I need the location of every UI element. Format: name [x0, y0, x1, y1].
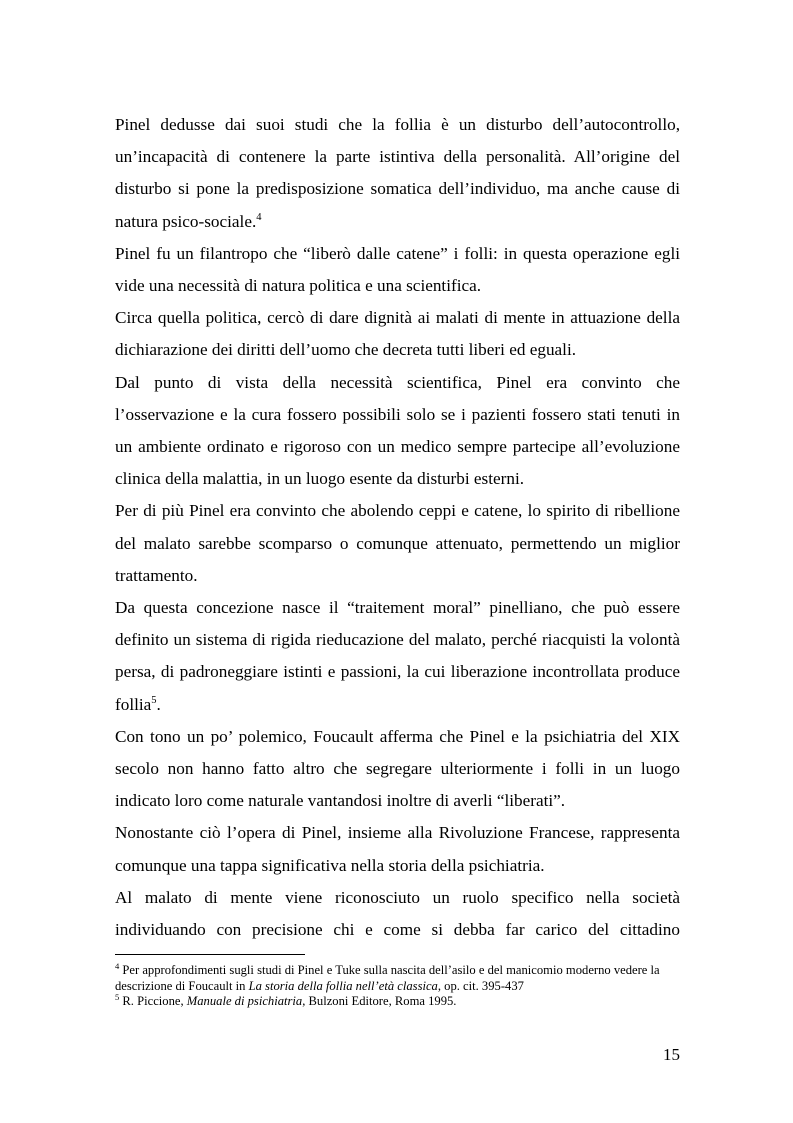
footnote — [115, 994, 683, 1010]
paragraph — [115, 109, 680, 238]
page-number: 15 — [663, 1045, 680, 1064]
paragraph: Pinel fu un filantropo che “liberò dalle catene” i folli: in questa operazione egli vide una necessità di natura politica e una scientifica. — [115, 243, 680, 296]
paragraph-text-end: . — [156, 694, 161, 714]
paragraph — [115, 592, 680, 721]
footnote-divider — [115, 954, 305, 955]
footnote-number: 5 — [115, 992, 120, 1002]
footnote — [115, 963, 683, 994]
footnote-text: , op. cit. 395-437 — [437, 978, 524, 993]
paragraph: Con tono un po’ polemico, Foucault afferma che Pinel e la psichiatria del XIX secolo non hanno fatto altro che segregare ulteriormente i folli in un luogo indicato loro come naturale vantandosi inoltre di averli “liberati”. — [115, 726, 680, 811]
footnote-title: Manuale di psichiatria — [186, 994, 303, 1008]
body-text — [115, 109, 680, 946]
paragraph: Dal punto di vista della necessità scientifica, Pinel era convinto che l’osservazione e la cura fossero possibili solo se i pazienti fossero stati tenuti in un ambiente ordinato e rigoroso con un medico sempre partecipe all’evoluzione clinica della malattia, in un luogo esente da disturbi esterni. — [115, 372, 680, 489]
footnote-text: Per approfondimenti sugli studi di Pinel e Tuke sulla nascita dell’asilo e del manicomio moderno vedere la descrizione di Foucault in — [115, 963, 660, 993]
footnote-text: R. Piccione, — [122, 994, 187, 1008]
footnotes — [115, 963, 683, 1010]
paragraph: Al malato di mente viene riconosciuto un ruolo specifico nella società individuando con precisione chi e come si debba far carico del cittadino — [115, 887, 680, 940]
footnote-number: 4 — [115, 961, 120, 971]
footnote-ref: 4 — [256, 211, 262, 223]
footnote-text: , Bulzoni Editore, Roma 1995. — [302, 994, 457, 1008]
paragraph: Circa quella politica, cercò di dare dignità ai malati di mente in attuazione della dichiarazione dei diritti dell’uomo che decreta tutti liberi ed eguali. — [115, 308, 680, 360]
paragraph: Nonostante ciò l’opera di Pinel, insieme alla Rivoluzione Francese, rappresenta comunque una tappa significativa nella storia della psichiatria. — [115, 823, 680, 875]
footnote-ref: 5 — [151, 694, 157, 706]
paragraph: Per di più Pinel era convinto che abolendo ceppi e catene, lo spirito di ribellione del malato sarebbe scomparso o comunque attenuato, permettendo un miglior trattamento. — [115, 501, 680, 585]
paragraph-text: Pinel dedusse dai suoi studi che la follia è un disturbo dell’autocontrollo, un’incapacità di contenere la parte istintiva della personalità. All’origine del disturbo si pone la predisposizione somatica dell’individuo, ma anche cause di natura psico-sociale. — [115, 115, 680, 231]
footnote-title: La storia della follia nell’età classica — [248, 978, 438, 993]
paragraph-text: Da questa concezione nasce il “traitement moral” pinelliano, che può essere definito un sistema di rigida rieducazione del malato, perché riacquisti la volontà persa, di padroneggiare istinti e passioni, la cui liberazione incontrollata produce follia — [115, 598, 680, 714]
